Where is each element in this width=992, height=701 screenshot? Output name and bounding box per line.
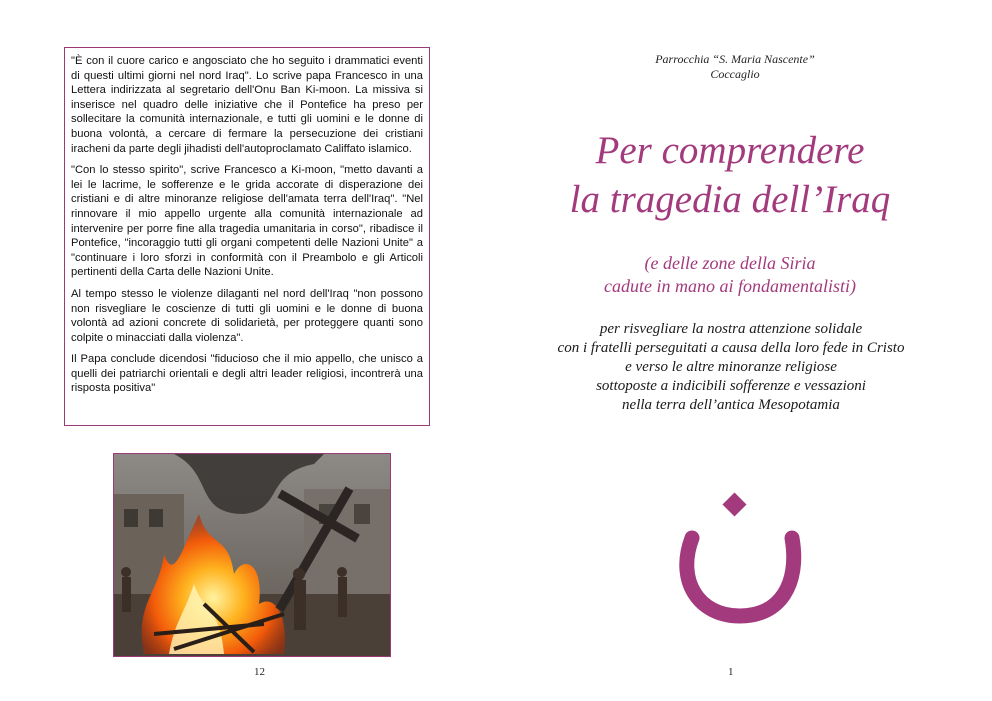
page-number-right: 1 [728, 666, 734, 678]
body-line-5: nella terra dell’antica Mesopotamia [622, 397, 840, 413]
body-line-2: con i fratelli perseguitati a causa della loro fede in Cristo [557, 340, 905, 356]
body-line-3: e verso le altre minoranze religiose [625, 359, 837, 375]
burning-cross-photo [113, 453, 391, 657]
parish-name: Parrocchia “S. Maria Nascente” [655, 52, 815, 66]
title-line-2: la tragedia dell’Iraq [569, 178, 891, 221]
body-line-1: per risvegliare la nostra attenzione solidale [599, 321, 863, 337]
paragraph-1: "È con il cuore carico e angosciato che ho seguito i drammatici eventi di questi ultimi giorni nel nord Iraq". Lo scrive papa Francesco in una Lettera indirizzata al segretario dell'Onu Ban Ki-moon. La missiva si inserisce nel quadro delle iniziative che il Pontefice ha preso per sollecitare la comunità internazionale, e tutti gli uomini e le donne di buona volontà, a cercare di fermare la persecuzione dei cristiani iracheni da parte degli jihadisti dell'autoproclamato Califfato islamico. [71, 55, 423, 155]
paragraph-2: "Con lo stesso spirito", scrive Francesco a Ki-moon, "metto davanti a lei le lacrime, le sofferenze e le grida accorate di disperazione dei cristiani e di altre minoranze religiose dell'amata terra dell'Iraq". "Nel rinnovare il mio appello urgente alla comunità internazionale ad intervenire per porre fine alla tragedia umanitaria in corso", ribadisce il Pontefice, "incoraggio tutti gli organi competenti delle Nazioni Unite" a "continuare i loro sforzi in conformità con il Preambolo e gli Articoli pertinenti della Carta delle Nazioni Unite. [71, 164, 423, 279]
title-line-1: Per comprendere [595, 129, 865, 172]
parish-town: Coccaglio [710, 67, 760, 81]
subtitle-line-1: (e delle zone della Siria [644, 253, 816, 273]
nun-letter-icon [668, 488, 808, 628]
page-number-left: 12 [254, 666, 265, 678]
paragraph-4: Il Papa conclude dicendosi "fiducioso che il mio appello, che unisco a quelli dei patriarchi orientali e degli altri leader religiosi, incontrerà una risposta positiva" [71, 353, 423, 395]
photo-illustration [114, 454, 390, 656]
nun-symbol [668, 488, 808, 628]
paragraph-3: Al tempo stesso le violenze dilaganti nel nord dell'Iraq "non possono non risvegliare le coscienze di tutti gli uomini e le donne di buona volontà ad azioni concrete di solidarietà, per proteggere quanti sono colpite o minacciati dalla violenza". [71, 287, 423, 344]
subtitle-line-2: cadute in mano ai fondamentalisti) [604, 276, 856, 296]
quote-text-box [64, 47, 430, 426]
body-line-4: sottoposte a indicibili sofferenze e vessazioni [596, 378, 866, 394]
